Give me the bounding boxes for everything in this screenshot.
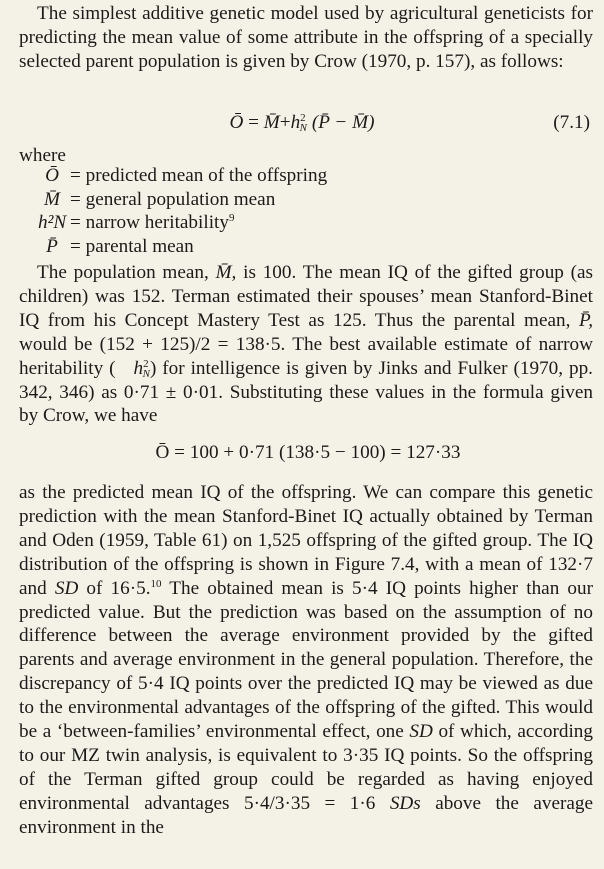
definition-text: = general population mean — [70, 188, 276, 210]
inline-heritability-symbol — [116, 357, 150, 381]
population-paragraph — [19, 261, 593, 428]
eq-difference: (P̄ − M̄) — [311, 112, 375, 133]
equation-number: (7.1) — [553, 112, 590, 133]
substituted-equation-text: Ō = 100 + 0·71 (138·5 − 100) = 127·33 — [155, 442, 461, 463]
footnote-marker: 10 — [150, 577, 162, 590]
definition-text: = parental mean — [70, 235, 194, 257]
symbol-parental-mean: P̄, — [578, 309, 593, 331]
definition-symbol: P̄ — [46, 235, 58, 257]
definition-text-main: = narrow heritability — [70, 212, 229, 233]
footnote-marker: 9 — [228, 212, 235, 224]
intro-paragraph: The simplest additive genetic model used by agricultural geneticists for predicting the mean value of some attribute in the offspring of a specially selected parent population is given by Crow (1970, p. 157), as follows: — [19, 3, 593, 72]
text-run: The obtained mean is 5·4 IQ points higher than our predicted value. But the prediction was based on the assumption of no difference between the average environment provided by the gifted parents and average environment in the general population. Therefore, the discrepancy of 5·4 IQ points over the predicted IQ may be viewed as due to the environmental advantages of the offspring of the gifted. This would be a ‘between-families’ environmental effect, one — [19, 577, 593, 743]
text-run: The population mean, — [37, 262, 209, 283]
eq-plus: + — [279, 112, 291, 133]
eq-heritability — [291, 111, 307, 135]
sd-abbreviation: SD — [54, 577, 79, 599]
definition-text — [70, 211, 234, 235]
definition-symbol: M̄ — [44, 188, 60, 210]
equation-expression — [0, 111, 604, 135]
text-run: of 16·5. — [86, 577, 151, 599]
where-label: where — [19, 145, 66, 166]
eq-h-sup: 2 — [300, 112, 306, 124]
text-run: of which, according to our MZ twin analysis, is equivalent to 3·35 IQ points. So the offspring of the Terman gifted group could be regarded as having enjoyed environmental advantages 5·4/3·35 = 1·6 — [19, 721, 593, 814]
prediction-paragraph — [19, 481, 593, 840]
definition-symbol: Ō — [45, 165, 59, 186]
text-run: would be (152 + 125)/2 = 138·5. The best available estimate of narrow heritability ( — [19, 333, 593, 379]
definition-symbol: h²N — [38, 212, 67, 233]
sd-abbreviation: SD — [409, 721, 433, 743]
sd-abbreviation: SDs — [389, 792, 421, 814]
eq-equals: = — [248, 112, 259, 133]
definition-text: = predicted mean of the offspring — [70, 165, 328, 186]
inline-h-sub: N — [142, 367, 150, 380]
eq-offspring-mean: Ō — [229, 112, 244, 133]
text-run: as the predicted mean IQ of the offspring. We can compare this genetic prediction with the mean Stanford-Binet IQ actually obtained by Terman and Oden (1959, Table 61) on 1,525 offspring of the gifted group. The IQ distribution of the offspring is shown in Figure 7.4, with a mean of 132·7 and — [19, 482, 593, 599]
eq-population-mean: M̄ — [263, 112, 280, 133]
text-run: ) for intelligence is given by Jinks and Fulker (1970, pp. 342, 346) as 0·71 ± 0·01. Substituting these values in the formula given by Crow, we have — [19, 357, 593, 427]
inline-h-sup: 2 — [143, 357, 149, 370]
text-run: above the average environment in the — [19, 792, 593, 838]
eq-h-sub: N — [299, 122, 308, 134]
symbol-population-mean: M̄, — [215, 262, 237, 283]
text-run: is 100. The mean IQ of the gifted group (as children) was 152. Terman estimated their spouses’ mean Stanford-Binet IQ from his Concept Mastery Test as 125. Thus the parental mean, — [19, 262, 594, 331]
eq-h: h — [290, 112, 301, 133]
inline-h: h — [133, 357, 144, 379]
